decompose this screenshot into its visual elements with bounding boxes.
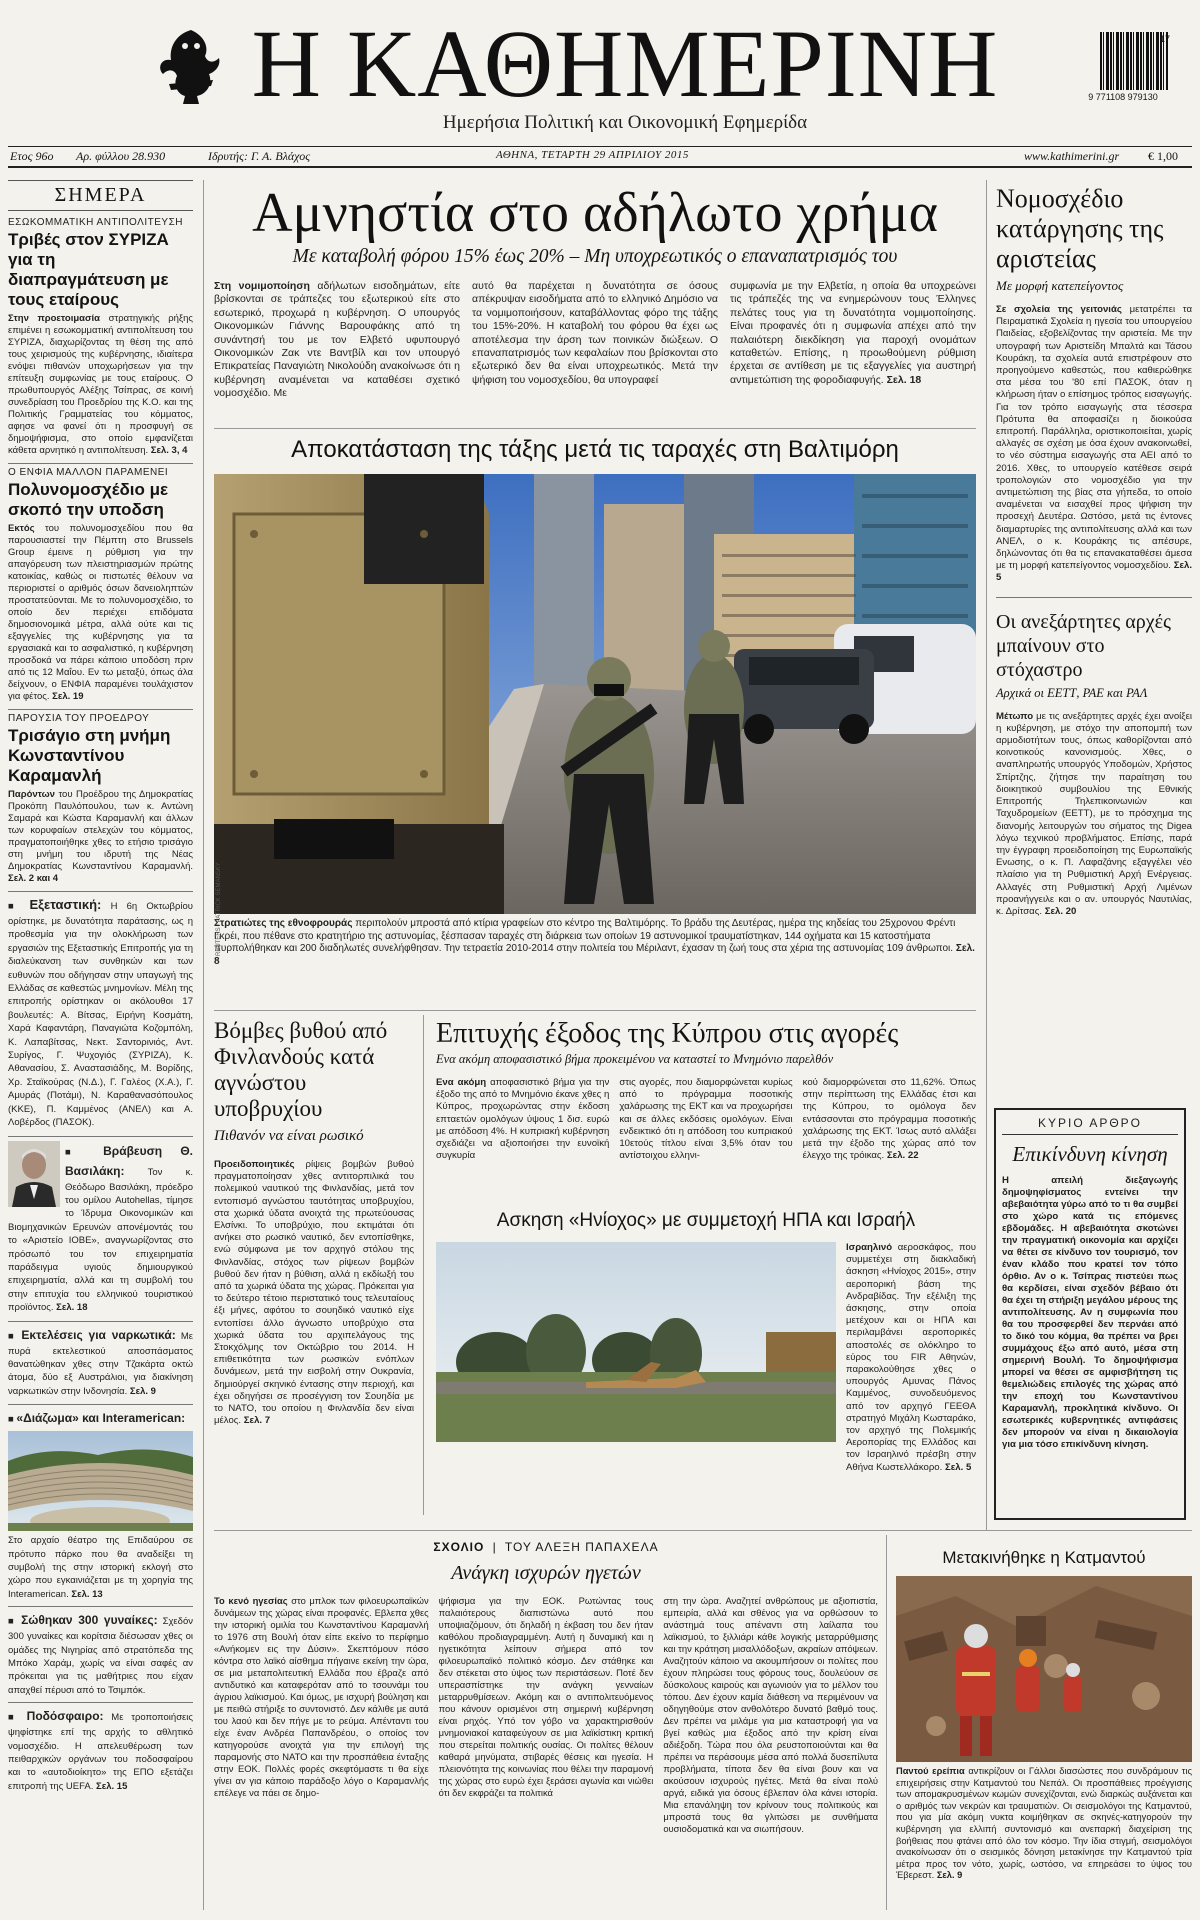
website-link[interactable]: www.kathimerini.gr (1024, 149, 1120, 163)
dateline-bar (8, 149, 1192, 165)
exercise-headline: Ασκηση «Ηνίοχος» με συμμετοχή ΗΠΑ και Ισραήλ (496, 1210, 916, 1231)
baltimore-story[interactable] (214, 436, 976, 968)
kicker: Ο ΕΝΦΙΑ ΜΑΛΛΟΝ ΠΑΡΑΜΕΝΕΙ (8, 467, 169, 478)
brief-text: Σχεδόν 300 γυναίκες και κορίτσια διέσωσαν χθες οι ομάδες της Νιγηρίας από στρατόπεδα της Μπόκο Χαράμ, χωρίς να είναι σαφές αν πρόκειται για τις μαθήτριες που είχαν απαχθεί πέρυσι από το Τσιμπόκ. (8, 1616, 193, 1696)
headline: Πολυνομοσχέδιο με σκοπό την υποδση (8, 480, 169, 519)
page-ref: Σελ. 5 (996, 560, 1192, 584)
comment-col-1: στο μπλοκ των φιλοευρωπαϊκών δυνάμεων της χώρας είναι προφανές. Εβλεπα χθες την ιστορική ομιλία του Κωνσταντίνου Καραμανλή το 1976 στη Βουλή όταν είπε εκείνο το περίφημο «Ανήκομεν εις την Δύσιν». Σκεπτόμουν πόσο κόντρα στο λαϊκό αίσθημα πήγαινε εκείνη την ώρα, σε μια μεταπολιτευτική Ελλάδα που έβραζε από αντιδυτικό και καταφερόταν από το τσουνάμι του άγριου λαϊκισμού. Και όμως, με ισχυρή βούληση και με πειθώ στήριξε το συντονιστό. Δεν κάλιθε με αυτά του λαού και δεν πήγε με το ρεύμα. Απένταντι του είχε έναν Ανδρέα Παπανδρέου, ο οποίος τον κατηγορούσε ανοιχτά για την επιλογή της παραμονής στο ΝΑΤΟ και την προσπάθεια ένταξης στην ΕΟΚ. Πολλές φορές σκεφτόμαστε τι θα είχε γίνει αν για κάποιο παράδοξο λόγο ο Καραμανλής επέλεγε να πάει σε δημο- (214, 1595, 429, 1798)
cyprus-col-2: στις αγορές, που διαμορφώνεται κυρίως από το πρόγραμμα ποσοτικής χαλάρωσης της ΕΚΤ και να προχωρήσει και σε άλλες εκδόσεις ομολόγων. Είναι ενδεικτικό ότι η απόδοση του κυπριακού 10ετούς τίτλου είναι 3,5% όταν του αντίστοιχου ελληνι- (619, 1077, 793, 1162)
body-text: στρατηγικής ρήξης επιμένει η εσωκομματική αντιπολίτευση του ΣΥΡΙΖΑ, διαχωρίζοντας τη θέση της από τους χειρισμούς της κυβέρνησης, ιδιαίτερα ενόψει πιθανών υποχωρήσεων για την επίτευξη συμφωνίας με τους εταίρους. Ο πρωθυπουργός Αλέξης Τσίπρας, σε κοινή συνεδρίαση του Προεδρίου της Κ.Ο. και της Πολιτικής Γραμματείας του κόμματος, αφησε να φανεί ότι η προσφυγή σε δημοψήφισμα, στο οποίο εμφανίζεται κάθετα αρνητικό η αντιπολίτευση. (8, 313, 194, 456)
submarine-story[interactable] (214, 1018, 414, 1427)
brief-text: Με τροποποιήσεις ψηφίστηκε επί της αρχής το αθλητικό νομοσχέδιο. Η απελευθέρωση των πειθαρχικών οργάνων του ποδοσφαίρου και το «αυτοδιοίκητο» της ΕΠΟ εξετάζει επιτροπή της UEFA. (8, 1712, 193, 1792)
page-ref: Σελ. 20 (1044, 905, 1077, 917)
photo-credit: REUTERS / PATRICK SEMANSKY (216, 862, 222, 956)
caption-lead: Παντού ερείπια (896, 1766, 965, 1776)
cyprus-headline: Επιτυχής έξοδος της Κύπρου στις αγορές (436, 1018, 899, 1049)
cyprus-subhead: Ενα ακόμη αποφασιστικό βήμα προκειμένου να καταστεί το Μνημόνιο παρελθόν (436, 1052, 834, 1066)
lead-col-1: αδήλωτων εισοδημάτων, είτε βρίσκονται σε τράπεζες του εξωτερικού είτε στο εσωτερικό, προχωρά η κυβέρνηση. Ο υπουργός Οικονομικών Γιάννης Βαρουφάκης από τη συνάντησή του με τον Ελβετό υφυπουργό Οικονομικών Ζακ ντε Βαντβίλ και τον υπουργό Επικρατείας Παναγιώτη Νικολούδη ανακοίνωσε ότι η κυβέρνηση αναμένεται να καταθέσει σχετικό νομοσχέδιο. Με (214, 280, 460, 400)
exercise-story[interactable] (436, 1210, 976, 1474)
lead-col-3: συμφωνία με την Ελβετία, η οποία θα υποχρεώνει τις τράπεζές της να ενημερώνουν τους Έλληνες πελάτες τους για τη δυνατότητα νομιμοποίησης. Είναι προφανές ότι η συμφωνία απέχει από την παλαιότερη διεκδίκηση για παροχή ονομάτων καταθετών. Επίσης, η προωθούμενη ρύθμιση έρχεται σε αντίθεση με τις εξαγγελίες για αυστηρή αντιμετώπιση της φοροδιαφυγής. (730, 280, 976, 386)
lead: Ενα ακόμη (436, 1077, 487, 1088)
headline: Οι ανεξάρτητες αρχές μπαίνουν στο στόχαστρο (996, 610, 1171, 681)
body-text: του Προέδρου της Δημοκρατίας Προκόπη Παυλόπουλου, των κ. Αντώνη Σαμαρά και Κώστα Καραμανλή και άλλων των κορυφαίων στελεχών του κόμματος, πραγματοποιήθηκε χθες το ετήσιο τρισάγιο στη μνήμη του ιδρυτή της Νέας Δημοκρατίας Κωνσταντίνου Καραμανλή. (8, 789, 193, 872)
baltimore-photo (214, 474, 976, 914)
editorial-label: ΚΥΡΙΟ ΑΡΘΡΟ (1002, 1116, 1178, 1135)
price-label: € 1,00 (1148, 149, 1178, 163)
caption-text: περιπολούν μπροστά από κτίρια γραφείων στο κέντρο της Βαλτιμόρης. Το βράδυ της Δευτέρας, ημέρα της κηδείας του 25χρονου Φρέντι Γκρέι, που πέθανε στο κρατητήριο της αστυνομίας, ξέσπασαν ταραχές στη διάρκεια των οποίων 19 αστυνομικοί τραυματίστηκαν, 144 οχήματα και 15 κατοστήματα πυρπολήθηκαν και 200 διαδηλωτές συνελήφθησαν. Την τετραετία 2010-2014 στην πολιτεία του Μέριλαντ, έχασαν τη ζωή τους στα χέρια της αστυνομίας 109 άνθρωποι. (214, 918, 956, 954)
brief-title: Ποδόσφαιρο: (26, 1709, 104, 1724)
comment-label: ΣΧΟΛΙΟ (433, 1540, 485, 1554)
lead-subhead: Με καταβολή φόρου 15% έως 20% – Μη υποχρεωτικός ο επαναπατρισμός του (292, 246, 898, 267)
newspaper-title: Η ΚΑΘΗΜΕΡΙΝΗ (251, 10, 999, 117)
lead: Εκτός (8, 523, 35, 534)
brief-title: Εκτελέσεις για ναρκωτικά: (21, 1327, 176, 1342)
comment-author: ΤΟΥ ΑΛΕΞΗ ΠΑΠΑΧΕΛΑ (504, 1540, 659, 1554)
comment-col-3: στη την ώρα. Αναζητεί ανθρώπους με αξιοπιστία, εμπειρία, αλλά και σθένος για να ορθώσουν το ανάστημά τους απέναντι στη λαίλαπα του λαϊκισμού, το ξιλλιάρι κάθε λογικής μεταρρύθμισης και την κράτηση μισαλλόδοξων, ακραίων απόψεων. Αναζητούν κάποιο να ακουμπήσουν οι πολίτες που έχουν πληρώσει τους φόρους τους, δουλεύουν σε δύσκολους καιρούς και αγωνιούν για το μέλλον του τόπου. Δεν έχουν καμία διάθεση να περιμένουν να οδηγηθούμε στον ανθολότερο δυνατό βαθμό τους. Δεν πρέπει να μιλάμε για μια καταστροφή για να βγεί καθώς μια έξοδος από την κρίση είναι αδιέξοδη. Τώρα που όλα ρευστοποιούνται και θα πρέπει να περάσουμε μέσα από πολλά δυσεπίλυτα προβλήματα, τίποτα δεν θα είναι βουν και να ακούσουν ισχυρούς ηγέτες. Μετά θα είναι πολύ αργά, ειδικά για όσους έβλεπαν όλα κάνει ιστορία. Μια επανάληψη τον κρίνουν τους πολιτικούς και μπροστά τους θα γλιτώσει με συνθήματα ουσιοδοματικά και να σιωπήσουν. (663, 1595, 879, 1834)
editorial-text: Η απειλή διεξαγωγής δημοψηφίσματος εντείνει την αβεβαιότητα γύρω από το τι θα συμβεί στο χώρο κατά τις επόμενες εβδομάδες. Η αβεβαιότητα σκοτώνει την πραγματική οικονομία και αρχίζει να θέτει σε κίνδυνο τον τουρισμό, τον έναν κλάδο που κρατεί τον τόπο όρθιο. Αν ο κ. Τσίπρας πιστεύει πως θα κερδίσει, είναι σχεδόν βέβαιο ότι θα έχει τη στήριξη μεγάλου μέρους της αντιπολίτευσης. Αν η συμφωνία που θα του προσφερθεί δεν περνάει από το δικό του κόμμα, θα πρέπει να βρει συμμάχους έξω από αυτό, μέσα στη σημερινή Βουλή. Το δημοψήφισμα μπορεί να θέσει σε αμφισβήτηση τις θεμελιώδεις επιλογές της χώρας από την εποχή του Κωνσταντίνου Καραμανλή, προκλητικά κίνδυνο. Οι εσωτερικές κυβερνητικές αντιφάσεις δεν μπορούν να είναι η δικαιολογία για μια τόσο επικίνδυνη κίνηση. (1002, 1175, 1178, 1450)
caption-lead: Στρατιώτες της εθνοφρουράς (214, 918, 353, 929)
headline: Τριβές στον ΣΥΡΙΖΑ για τη διαπραγμάτευση με τους εταίρους (8, 230, 169, 309)
lead-lead: Στη νομιμοποίηση (214, 280, 310, 292)
brief-text: Τον κ. Θεόδωρο Βασιλάκη, πρόεδρο του ομίλου Autohellas, τίμησε το Ίδρυμα Οικονομικών και Βιομηχανικών Ερευνών απονέμοντάς του το «Αριστείο ΙΟΒΕ», αναγνωρίζοντας στο πρόσωπό του τον επιχειρηματία παράδειγμα υγιούς δημιουργικού επιχειρηματία, αλλά και τη συμβολή του στην επιτυχία του ελληνικού τουριστικού προϊόντος. (8, 1166, 193, 1314)
left-story-1[interactable] (8, 217, 193, 457)
body-text: με τις ανεξάρτητες αρχές έχει ανοίξει η κυβέρνηση, με στόχο την αποπομπή των αρμοδιοτήτων τους, όπως καθορίζονται από κοινοτικούς κανονισμούς. Χθες, ο αναπληρωτής υπουργός Υποδομών, Χρήστος Σπίρτζης, ζήτησε την παραίτηση του διοικητικού συμβουλίου της Εθνικής Επιτροπής Τηλεπικοινωνιών και Ταχυδρομείων (ΕΕΤΤ), με το πρόσχημα της διανομής λειτουργών του σήματος της Digea λόγω τεχνικού προβλήματος. Επίσης, παρά την έγγραφη προειδοποίηση της Ευρωπαϊκής Ενωσης, ο κ. Π. Λαφαζάνης εξαγγέλει νέο πλαίσιο για τη Ρυθμιστική Αρχή Ενέργειας. Αλλαγές στη Ρυθμιστική Αρχή Λιμένων προανήγγειλε και ο αν. υπουργός Ναυτιλίας, κ. Δρίτσας. (996, 710, 1192, 917)
page-ref: Σελ. 7 (243, 1415, 271, 1427)
kathmandu-caption (896, 1766, 1192, 1882)
page-ref: Σελ. 5 (944, 1461, 972, 1473)
kathmandu-photo (896, 1576, 1192, 1762)
left-story-2[interactable] (8, 463, 193, 703)
submarine-headline: Βόμβες βυθού από Φινλανδούς κατά αγνώστου υποβρυχίου (214, 1018, 388, 1121)
editorial-headline: Επικίνδυνη κίνηση (1012, 1142, 1168, 1166)
year-label: Ετος 96ο (10, 149, 54, 163)
page-ref: Σελ. 8 (214, 943, 975, 967)
brief-title: «Διάζωμα» και Interamerican: (16, 1411, 186, 1426)
left-column (8, 180, 193, 1793)
body-text: αεροσκάφος, που συμμετέχει στη διακλαδική άσκηση «Ηνίοχος 2015», στην αεροπορική βάση της Ανδραβίδας. Την εξέλιξη της άσκησης, στην οποία μετέχουν και οι ΗΠΑ και περιλαμβάνει αεροπορικές αποστολές σε ολόκληρο το εύρος του FIR Αθηνών, παρακολούθησε χθες ο υπουργός Αμυνας Πάνος Καμμένος, συνοδευόμενος από τον αρχηγό ΓΕΕΘΑ στρατηγό Μιχάλη Κωσταράκο, τον αρχηγό της Πολεμικής Αεροπορίας της Ελλάδος και τον Ισραηλινό πρέσβη στην Αθήνα Κωστελλάκορο. (846, 1242, 977, 1473)
caption-text: αντικρίζουν οι Γάλλοι διασώστες που συνδράμουν τις επιχειρήσεις στην Κατμαντού του Νεπάλ. Οι προσπάθειες προέγγισης των απομακρυσμένων κωμών συνεχίζονται, ενώ διαρκώς αυξάνεται και ο αριθμός των νεκρών και τραυματιών. Οι σεισμολόγοι της Κατμαντού, που για μία ακόμη νυκτα κοιμήθηκαν σε σκηνές-κατηγορούν την κυβέρνηση για ελλιπή συντονισμό και ανεπαρκή διαχείριση της βοήθειας που φτάνει από όλο τον κόσμο. Την ίδια στιγμή, σεισμολόγοι ανακοίνωσαν ότι ο σεισμικός δόνηση μετακίνησε την Κατμαντού τρία μέτρα προς τον νότο, χωρίς, ωστόσο, να επηρεάσει το ύψος του Έβερεστ. (896, 1766, 1192, 1881)
date-label: ΑΘΗΝΑ, ΤΕΤΑΡΤΗ 29 ΑΠΡΙΛΙΟΥ 2015 (496, 149, 689, 161)
headline: Τρισάγιο στη μνήμη Κωνσταντίνου Καραμανλή (8, 726, 171, 785)
lead: Σε σχολεία της γειτονιάς (996, 304, 1122, 315)
page-ref: Σελ. 3, 4 (150, 445, 188, 456)
issue-number: Αρ. φύλλου 28.930 (76, 149, 166, 163)
cyprus-col-3: κού διαμορφώνεται στο 11,62%. Όπως στην περίπτωση της Ελλάδας έτσι και της Κύπρου, το ομόλογα δεν εντάσσονται στο πρόγραμμα ποσοτικής χαλάρωσης της ΕΚΤ. Ίσως αυτό αλλάξει μετά την έξοδο της χώρας από τον έλεγχο της τρόικας. (802, 1077, 976, 1162)
brief-text: Στο αρχαίο θέατρο της Επιδαύρου σε πρότυπο πάρκο που θα αναδείξει τη συμβολή της στην ιστορική εκλογή στο χώρο που εγκαινιάζεται με τη χορηγία της Interamerican. (8, 1535, 193, 1600)
kathmandu-headline: Μετακινήθηκε η Κατμαντού (942, 1548, 1146, 1567)
lead: Στην προετοιμασία (8, 313, 100, 324)
epidaurus-theatre-photo (8, 1431, 193, 1531)
lead: Μέτωπο (996, 710, 1034, 722)
brief-executions[interactable]: ■ Εκτελέσεις για ναρκωτικά: Με πυρά εκτελεστικού αποσπάσματος θανατώθηκαν χθες στην Τζακάρτα οκτώ άτομα, δύο εξ Αυστράλιοι, για διακίνηση ναρκωτικών στην Ινδονησία. Σελ. 9 (8, 1321, 193, 1399)
founder-label: Ιδρυτής: Γ. Α. Βλάχος (208, 149, 311, 163)
baltimore-caption (214, 918, 976, 968)
brief-award[interactable]: ■ Βράβευση Θ. Βασιλάκη: Τον κ. Θεόδωρο Βασιλάκη, πρόεδρο του ομίλου Autohellas, τίμησε το Ίδρυμα Οικονομικών και Βιομηχανικών Ερευνών απονέμοντάς του το «Αριστείο ΙΟΒΕ», αναγνωρίζοντας στο πρόσωπό του τον επιχειρηματία παράδειγμα υγιούς δημιουργικού επιχειρηματία, αλλά και τη συμβολή του στην επιτυχία του ελληνικού τουριστικού προϊόντος. Σελ. 18 (8, 1136, 193, 1315)
left-story-3[interactable] (8, 709, 193, 885)
comment-headline: Ανάγκη ισχυρών ηγετών (451, 1562, 641, 1584)
headline: Νομοσχέδιο κατάργησης της αριστείας (996, 184, 1164, 273)
barcode-top-number: 17 (1160, 34, 1171, 44)
lead: Παρόντων (8, 789, 55, 800)
newspaper-subtitle: Ημερήσια Πολιτική και Οικονομική Εφημερίδα (442, 112, 808, 133)
brief-text: Η 6η Οκτωβρίου ορίστηκε, με δυνατότητα παράτασης, ως η προθεσμία για την ολοκλήρωση των εργασιών της Εξεταστικής Επιτροπής για τη διαλεύκανση των συνθηκών και των ευθυνών που οδήγησαν στην υπαγωγή της Ελλάδας σε καθεστώς μνημονίων. Μέλη της επιτροπής ορίστηκαν οι ακόλουθοι 17 βουλευτές: Α. Βίτσας, Ειρήνη Κοσμάτη, Χαρά Καφαντάρη, Παναγιώτα Κοζομπόλη, Κ. Λαπαβίτσας, Νεκτ. Σαντορινιός, Αντ. Συρίγος, Γ. Ψυχογιός (ΣΥΡΙΖΑ), Κ. Αθανασίου, Σ. Αναστασιάδης, Μ. Βορίδης, Χρ. Σταϊκούρας (Ν.Δ.), Γ. Γαλέος (Χ.Α.), Γ. Αμυράς (Ποτάμι), Ν. Καραθανασόπουλος (ΚΚΕ), Π. Καμμένος (ΑΝΕΛ) και Α. Λοβέρδος (ΠΑΣΟΚ). (8, 901, 193, 1129)
comment-col-2: ψήφισμα για την ΕΟΚ. Ρωτώντας τους παλαιότερους διαπιστώνω αυτό που υποψιαζόμουν, ότι δηλαδή η έκβαση του δεν ήταν καθόλου προδιαγραμμένη. Αυτή η δυναμική και η ηγετικότητα λείπουν σήμερα από τον φιλοευρωπαϊκό πολιτικό κόσμο. Δεν στάθηκε και δεν στέκεται στο ύψος των περιστάσεων. Ποτέ δεν υπερασπίστηκε την ανάγκη γενναίων μεταρρυθμίσεων. Ακόμη και ο αντιπολιτευόμενος που κάνουν ορισμένοι στη σημερινή κυβέρνηση είναι ρηχός. Υπό τον γόβο να χαρακτηρισθούν μνημονιακοί καταφεύγουν σε μια λαϊκίστικη κριτική που στερείται πολιτικής ουσίας. Οι πολίτες θέλουν καθαρά μηνύματα, στιβαρές θέσεις και ηγεσία. Η πλειονότητα της κοινωνίας που θέλει την παραμονή της χώρας στο ευρώ έχει ξεράσει αγωνία και νιώθει ότι δεν εκφράζει τα πολιτικά (438, 1595, 654, 1798)
masthead (0, 0, 1200, 150)
brief-women-rescued[interactable]: ■ Σώθηκαν 300 γυναίκες: Σχεδόν 300 γυναίκες και κορίτσια διέσωσαν χθες οι ομάδες της Νιγηρίας από στρατόπεδα της Μπόκο Χαράμ, χωρίς να είναι σαφές αν πρόκειται για τις μαθήτριες που είχαν απαχθεί πέρυσι από το Τσιμπόκ. (8, 1606, 193, 1697)
brief-title: Βράβευση Θ. Βασιλάκη: (65, 1143, 193, 1178)
body-text: μετατρέπει τα Πειραματικά Σχολεία η ηγεσία του υπουργείου Παιδείας, εξοβελίζοντας την αριστεία. Με την υπογραφή των Αριστείδη Μπαλτά και Τάσου Κουράκη, τα σχολεία αυτά επιστρέφουν στο προηγούμενο καθεστώς, που καθιερώθηκε στα μέσα του '80 επί ΠΑΣΟΚ, όταν η κλήρωση ήταν ο επίσημος τρόπος εισαγωγής. Για τον τρόπο εισαγωγής στα τέσσερα Πρότυπα θα αποφασίζει η διοικούσα επιτροπή. Παράλληλα, οριστικοποιείται, χωρίς αλλαγές σε σχέση με όσα έχουν ανακοινωθεί, το νέο σύστημα εισαγωγής στα ΑΕΙ από το 2016. Χθες, το υπουργείο κατέθεσε σειρά τροπολογιών στο νομοσχέδιο για την αντιμετώπιση της βίας στα γήπεδα, το οποίο αναμένεται να εισαχθεί προς ψήφιση την προσεχή Δευτέρα. Ωστόσο, μετά τις έντονες διαμαρτυρίες της αντιπολίτευσης αλλά και των ΑΝΕΛ, ο κ. Κουράκης τις απέσυρε, δηλώνοντας ότι θα τις επανακαταθέσει άμεσα με τη μορφή κατεπείγοντος νομοσχεδίου. (996, 304, 1193, 572)
page-ref: Σελ. 9 (129, 1385, 156, 1397)
lead: Ισραηλινό (846, 1242, 893, 1253)
cyprus-story[interactable] (436, 1018, 976, 1162)
lead-headline: Αμνηστία στο αδήλωτο χρήμα (252, 182, 938, 244)
kathmandu-story[interactable] (896, 1548, 1192, 1882)
subhead: Με μορφή κατεπείγοντος (996, 278, 1124, 293)
cyprus-col-1: αποφασιστικό βήμα για την έξοδο της από το Μνημόνιο έκανε χθες η Κύπρος, προχωρώντας στην έκδοση επταετών ομολόγων ύψους 1 δισ. ευρώ με απόδοση 4%. Η κυπριακή κυβέρνηση σχεδιάζει να αξιοποιήσει την ευνοϊκή συγκυρία (436, 1077, 610, 1162)
brief-examination[interactable]: ■ Εξεταστική: Η 6η Οκτωβρίου ορίστηκε, με δυνατότητα παράτασης, ως η προθεσμία για την ολοκλήρωση των εργασιών της Εξεταστικής Επιτροπής για τη διαλεύκανση των συνθηκών και των ευθυνών που οδήγησαν στην υπαγωγή της Ελλάδας σε καθεστώς μνημονίων. Μέλη της επιτροπής ορίστηκαν οι ακόλουθοι 17 βουλευτές: Α. Βίτσας, Ειρήνη Κοσμάτη, Χαρά Καφαντάρη, Παναγιώτα Κοζομπόλη, Κ. Λαπαβίτσας, Νεκτ. Σαντορινιός, Αντ. Συρίγος, Γ. Ψυχογιός (ΣΥΡΙΖΑ), Κ. Αθανασίου, Σ. Αναστασιάδης, Μ. Βορίδης, Χρ. Σταϊκούρας (Ν.Δ.), Γ. Γαλέος (Χ.Α.), Γ. Αμυράς (Ποτάμι), Ν. Καραθανασόπουλος (ΚΚΕ), Π. Καμμένος (ΑΝΕΛ) και Α. Λοβέρδος (ΠΑΣΟΚ). (8, 891, 193, 1130)
brief-title: Εξεταστική: (29, 897, 102, 912)
owl-emblem-icon (155, 24, 227, 106)
right-story-education[interactable] (996, 184, 1192, 585)
right-column (996, 184, 1192, 918)
kicker: ΠΑΡΟΥΣΙΑ ΤΟΥ ΠΡΟΕΔΡΟΥ (8, 713, 150, 724)
lead: Το κενό ηγεσίας (214, 1595, 288, 1606)
brief-title: Σώθηκαν 300 γυναίκες: (21, 1613, 158, 1628)
lead-col-2: αυτό θα παρέχεται η δυνατότητα σε όσους απέκρυψαν εισοδήματα από το ελληνικό Δημόσιο να τα νομιμοποιήσουν, καταβάλλοντας φόρο της τάξης του 15%-20%. Η καταβολή του φόρου θα έχει ως αποτέλεσμα την άρση των ποινικών διώξεων. Ο επαναπατρισμός των κεφαλαίων που βρίσκονται στο εξωτερικό δεν θα είναι υποχρεωτικός. Μετά την ψήφιση του νομοσχεδίου, θα υπογραφεί (472, 280, 718, 386)
page-ref: Σελ. 18 (56, 1302, 88, 1314)
page-ref: Σελ. 13 (71, 1588, 103, 1600)
brief-diazoma[interactable]: ■ «Διάζωμα» και Interamerican: Στο αρχαίο θέατρο της Επιδαύρου σε πρότυπο πάρκο που θα αναδείξει τη συμβολή της στην ιστορική εκλογή στο χώρο που εγκαινιάζεται με τη χορηγία της Interamerican. Σελ. 13 (8, 1404, 193, 1601)
brief-text: Με πυρά εκτελεστικού αποσπάσματος θανατώθηκαν χθες στην Τζακάρτα οκτώ άτομα, δύο εξ Αυστράλιοι, για διακίνηση ναρκωτικών στην Ινδονησία. (8, 1330, 194, 1397)
submarine-subhead: Πιθανόν να είναι ρωσικό (214, 1128, 364, 1144)
baltimore-headline: Αποκατάσταση της τάξης μετά τις ταραχές στη Βαλτιμόρη (291, 436, 899, 463)
brief-football[interactable]: ■ Ποδόσφαιρο: Με τροποποιήσεις ψηφίστηκε επί της αρχής το αθλητικό νομοσχέδιο. Η απελευθέρωση των πειθαρχικών οργάνων του ποδοσφαίρου και το «αυτοδιοίκητο» της ΕΠΟ εξετάζει επιτροπή της UEFA. Σελ. 15 (8, 1702, 193, 1793)
body-text: ρίψεις βομβών βυθού πραγματοποίησαν χθες αντιτορπιλικά του πολεμικού ναυτικού της Φινλανδίας, μετά τον εντοπισμό αγνώστου ταυτότητας υποβρυχίου, στα χωρικά ύδατα ανοιχτά της πρωτεύουσας Ελσίνκι. Το υποβρύχιο, που εκτιμάται ότι ανήκει στο ρωσικό ναυτικό, δεν εντοπίσθηκε, ενώ σύμφωνα με τον αρχηγό στόλου της Φινλανδίας, στόχος των ρίψεων βομβών βυθού δεν ήταν η βύθιση, αλλά η εκδίωξή του από τα χωρικά ύδατα της χώρας. Πρόκειται για το δεύτερο τέτοιο περιστατικό τους τελευταίους έξι μήνες, αφότου το σουηδικό ναυτικό είχε εντοπίσει άλλο άγνωστο υποβρύχιο στα χωρικά ύδατα του αρχιπελάγους της Στοκχόλμης τον Οκτώβριο του 2014. Η επιθετικότητα των ρωσικών ενόπλων δυνάμεων, μετά την εισβολή στην Ουκρανία, δημιούργεί σκηνικό έντασης στην περιοχή, και έχει οδηγήσει σε προσέγγιση τον Σουηδία με το ΝΑΤΟ, του οποίου η Φινλανδία δεν είναι μέλος. (214, 1159, 414, 1427)
subhead: Αρχικά οι ΕΕΤΤ, ΡΑΕ και ΡΑΛ (996, 685, 1148, 700)
barcode (1100, 32, 1171, 90)
page-ref: Σελ. 18 (886, 373, 922, 386)
editorial-box[interactable] (994, 1108, 1186, 1520)
aircraft-photo (436, 1242, 836, 1442)
comment-story[interactable]: ΣΧΟΛΙΟ | ΤΟΥ ΑΛΕΞΗ ΠΑΠΑΧΕΛΑ Ανάγκη ισχυρών ηγετών Το κενό ηγεσίας στο μπλοκ των φιλοευρωπαϊκών δυνάμεων της χώρας είναι προφανές. Εβλεπα χθες την ιστορική ομιλία του Κωνσταντίνου Καραμανλή το 1976 στη Βουλή όταν είπε εκείνο το περίφημο «Ανήκομεν εις την Δύσιν». Σκεπτόμουν πόσο κόντρα στο λαϊκό αίσθημα πήγαινε εκείνη την ώρα, σε μια μεταπολιτευτική Ελλάδα που έβραζε από αντιδυτικό και καταφερόταν από το τσουνάμι του άγριου λαϊκισμού. Και όμως, με ισχυρή βούληση και με πειθώ στήριξε το συντονιστό. Δεν κάλιθε με αυτά του λαού και δεν πήγε με το ρεύμα. Απένταντι του είχε έναν Ανδρέα Παπανδρέου, ο οποίος τον κατηγορούσε ανοιχτά για την επιλογή της παραμονής στο ΝΑΤΟ και την προσπάθεια ένταξης στην ΕΟΚ. Πολλές φορές σκεφτόμαστε τι θα είχε γίνει αν για κάποιο παράδοξο λόγο ο Καραμανλής επέλεγε να πάει σε δημο- ψήφισμα για την ΕΟΚ. Ρωτώντας τους παλαιότερους διαπιστώνω αυτό που υποψιαζόμουν, ότι δηλαδή η έκβαση του δεν ήταν καθόλου προδιαγραμμένη. Αυτή η δυναμική και η ηγετικότητα λείπουν σήμερα από τον φιλοευρωπαϊκό πολιτικό κόσμο. Δεν στάθηκε και δεν στέκεται στο ύψος των περιστάσεων. Ποτέ δεν υπερασπίστηκε την ανάγκη γενναίων μεταρρυθμίσεων. Ακόμη και ο αντιπολιτευόμενος που κάνουν ορισμένοι στη σημερινή κυβέρνηση είναι ρηχός. Υπό τον γόβο να χαρακτηρισθούν μνημονιακοί καταφεύγουν σε μια λαϊκίστικη κριτική που στερείται πολιτικής ουσίας. Οι πολίτες θέλουν καθαρά μηνύματα, στιβαρές θέσεις και ηγεσία. Η πλειονότητα της κοινωνίας που θέλει την παραμονή της χώρας στο ευρώ έχει ξεράσει αγωνία και νιώθει ότι δεν εκφράζει τα πολιτικά στη την ώρα. Αναζητεί ανθρώπους με αξιοπιστία, εμπειρία, αλλά και σθένος για να ορθώσουν το ανάστημά τους απέναντι στη λαίλαπα του λαϊκισμού, το ξιλλιάρι κάθε λογικής μεταρρύθμισης και την κράτηση μισαλλόδοξων, ακραίων απόψεων. Αναζητούν κάποιο να ακουμπήσουν οι πολίτες που έχουν πληρώσει τους φόρους τους, δουλεύουν σε δύσκολους καιρούς και αγωνιούν για το μέλλον του τόπου. Δεν έχουν καμία διάθεση να περιμένουν να οδηγηθούμε στον ανθολότερο δυνατό βαθμό τους. Δεν πρέπει να μιλάμε για μια καταστροφή για να βγεί καθώς μια έξοδος από την κρίση είναι αδιέξοδη. Τώρα που όλα ρευστοποιούνται και θα πρέπει να περάσουμε μέσα από πολλά δυσεπίλυτα προβλήματα, τίποτα δεν θα είναι βουν και να ακούσουν ισχυρούς ηγέτες. Μετά θα είναι πολύ αργά, ειδικά για όσους έβλεπαν όλα κάνει ιστορία. Μια επανάληψη τον κρίνουν τους πολιτικούς και μπροστά τους θα γλιτώσει με συνθήματα ουσιοδοματικά και να σιωπήσουν. (214, 1540, 879, 1834)
body-text: του πολυνομοσχεδίου που θα παρουσιαστεί την Πέμπτη στο Brussels Group έμεινε η ρύθμιση για την απαγόρευση των πλειστηριασμών πρώτης κατοικίας, καθώς οι πιστωτές θέλουν να περιοριστεί ο αριθμός όσων δανειοληπτών προστατεύονται. Με το πολυνομοσχέδιο, το οποίο δεν περιέχει επιδόματα δημοσιονομικά μέτρα, αλλά ούτε και τις εξαγγελίες της κυβέρνησης για τα εργασιακά και το ασφαλιστικό, η κυβέρνηση προσδοκά να πάρει κάποιο υποδόση πριν από τις 12 Μαΐου. Εν τω μεταξύ, όπως άλα δείχνουν, ο ΕΝΦΙΑ παραμένει τουλάχιστον για φέτος. (8, 523, 193, 702)
lead: Προειδοποιητικές (214, 1159, 295, 1170)
page-ref: Σελ. 22 (886, 1150, 919, 1162)
right-story-authorities[interactable] (996, 597, 1192, 918)
today-label: ΣΗΜΕΡΑ (8, 180, 193, 211)
page-ref: Σελ. 19 (52, 691, 84, 702)
page-ref: Σελ. 9 (936, 1870, 963, 1881)
barcode-number: 9 771108 979130 (1088, 92, 1158, 102)
vasilakis-photo (8, 1141, 60, 1207)
page-ref: Σελ. 2 και 4 (8, 873, 59, 884)
kicker: ΕΣΩΚΟΜΜΑΤΙΚΗ ΑΝΤΙΠΟΛΙΤΕΥΣΗ (8, 217, 183, 228)
lead-story[interactable] (214, 182, 976, 401)
page-ref: Σελ. 15 (96, 1780, 128, 1792)
